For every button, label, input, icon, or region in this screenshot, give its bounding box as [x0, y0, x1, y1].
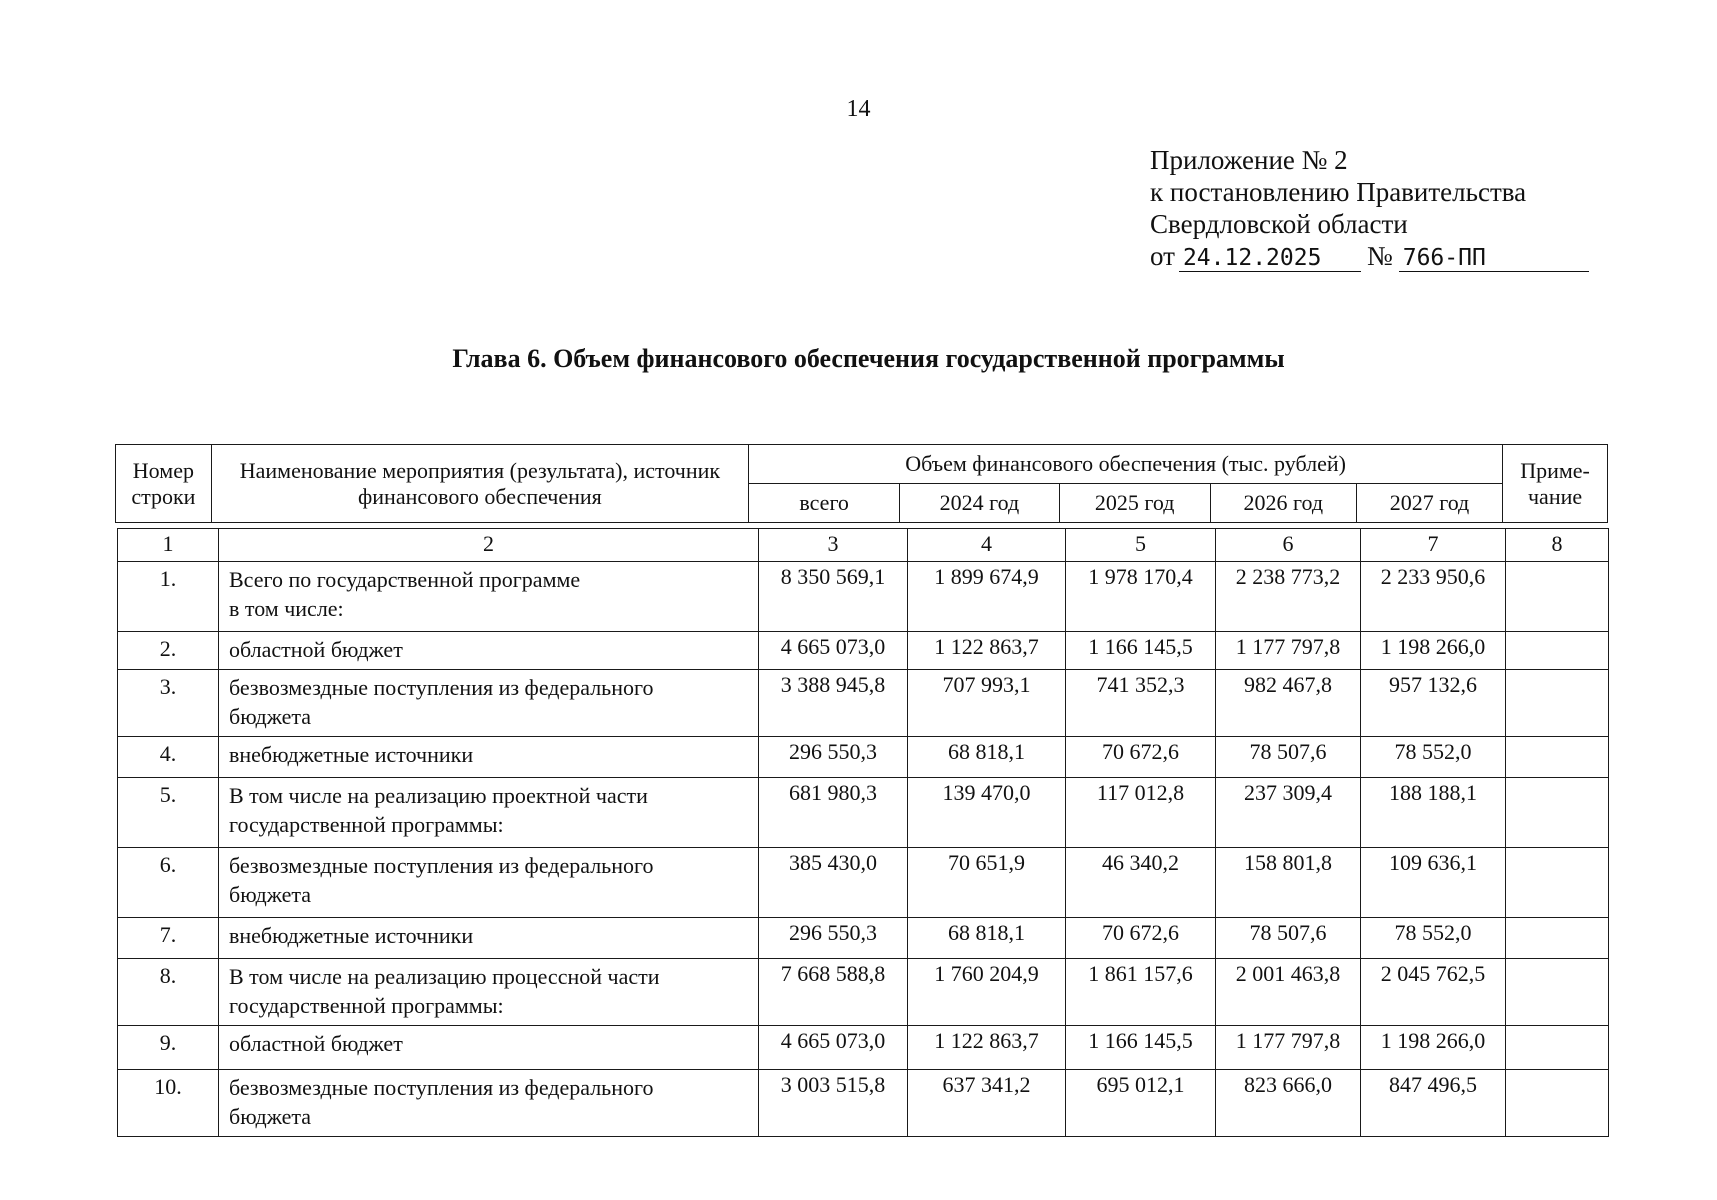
table-row [118, 959, 1609, 1026]
year-2025-cell: 1 978 170,4 [1066, 562, 1216, 632]
year-2025-cell: 741 352,3 [1066, 670, 1216, 737]
row-name-line-1: Всего по государственной программе [229, 567, 581, 592]
row-name-cell [219, 670, 759, 737]
year-2025-cell: 1 861 157,6 [1066, 959, 1216, 1026]
row-name-line-1: В том числе на реализацию проектной части [229, 783, 648, 808]
number-field: 766-ПП [1399, 245, 1589, 272]
year-2026-cell: 78 507,6 [1216, 918, 1361, 959]
year-2027-cell: 1 198 266,0 [1361, 632, 1506, 670]
table-row [118, 737, 1609, 778]
row-name-cell [219, 1070, 759, 1137]
row-number-cell: 4. [118, 737, 219, 778]
appendix-date-line [1150, 240, 1589, 272]
row-number-cell: 9. [118, 1026, 219, 1070]
year-2027-cell: 78 552,0 [1361, 918, 1506, 959]
table-row [118, 1026, 1609, 1070]
table-row [118, 632, 1609, 670]
year-2024-cell: 1 122 863,7 [908, 1026, 1066, 1070]
row-name-line-1: областной бюджет [229, 637, 403, 662]
appendix-block [1150, 144, 1589, 272]
year-2025-cell: 695 012,1 [1066, 1070, 1216, 1137]
column-index-cell: 5 [1066, 529, 1216, 562]
column-index-cell: 3 [759, 529, 908, 562]
header-row-number: Номер строки [116, 445, 212, 523]
appendix-line-1: Приложение № 2 [1150, 145, 1348, 175]
row-number-cell: 7. [118, 918, 219, 959]
header-year-2026: 2026 год [1210, 484, 1356, 523]
column-index-cell: 1 [118, 529, 219, 562]
total-cell: 296 550,3 [759, 918, 908, 959]
total-cell: 3 003 515,8 [759, 1070, 908, 1137]
year-2026-cell: 823 666,0 [1216, 1070, 1361, 1137]
table-row [118, 918, 1609, 959]
year-2025-cell: 46 340,2 [1066, 848, 1216, 918]
row-number-cell: 8. [118, 959, 219, 1026]
note-cell [1506, 918, 1609, 959]
date-field: 24.12.2025 [1179, 245, 1361, 272]
row-name-cell [219, 737, 759, 778]
year-2025-cell: 70 672,6 [1066, 918, 1216, 959]
note-cell [1506, 959, 1609, 1026]
row-number-cell: 1. [118, 562, 219, 632]
row-name-cell [219, 918, 759, 959]
total-cell: 4 665 073,0 [759, 632, 908, 670]
year-2024-cell: 1 122 863,7 [908, 632, 1066, 670]
total-cell: 385 430,0 [759, 848, 908, 918]
note-cell [1506, 737, 1609, 778]
appendix-line-2: к постановлению Правительства [1150, 177, 1527, 207]
table-row [118, 670, 1609, 737]
row-number-cell: 3. [118, 670, 219, 737]
chapter-title: Глава 6. Объем финансового обеспечения государственной программы [452, 344, 1285, 373]
note-cell [1506, 670, 1609, 737]
header-total: всего [749, 484, 900, 523]
header-note: Приме-чание [1503, 445, 1608, 523]
row-name-cell [219, 562, 759, 632]
year-2026-cell: 982 467,8 [1216, 670, 1361, 737]
year-2024-cell: 637 341,2 [908, 1070, 1066, 1137]
year-2027-cell: 2 045 762,5 [1361, 959, 1506, 1026]
total-cell: 296 550,3 [759, 737, 908, 778]
row-name-cell [219, 848, 759, 918]
year-2025-cell: 117 012,8 [1066, 778, 1216, 848]
row-name-line-2: бюджета [229, 704, 312, 729]
row-number-cell: 10. [118, 1070, 219, 1137]
row-name-line-2: в том числе: [229, 596, 344, 621]
year-2024-cell: 707 993,1 [908, 670, 1066, 737]
year-2024-cell: 139 470,0 [908, 778, 1066, 848]
column-index-cell: 7 [1361, 529, 1506, 562]
row-number-cell: 6. [118, 848, 219, 918]
note-cell [1506, 562, 1609, 632]
year-2026-cell: 158 801,8 [1216, 848, 1361, 918]
year-2026-cell: 2 001 463,8 [1216, 959, 1361, 1026]
table-row [118, 848, 1609, 918]
row-number-cell: 5. [118, 778, 219, 848]
row-name-line-1: внебюджетные источники [229, 742, 474, 767]
total-cell: 7 668 588,8 [759, 959, 908, 1026]
row-name-line-1: областной бюджет [229, 1031, 403, 1056]
year-2027-cell: 109 636,1 [1361, 848, 1506, 918]
row-name-line-1: безвозмездные поступления из федерального [229, 1075, 654, 1100]
number-prefix: № [1366, 241, 1393, 271]
row-name-line-2: государственной программы: [229, 993, 504, 1018]
year-2025-cell: 1 166 145,5 [1066, 632, 1216, 670]
row-name-line-1: внебюджетные источники [229, 923, 474, 948]
year-2026-cell: 237 309,4 [1216, 778, 1361, 848]
year-2027-cell: 957 132,6 [1361, 670, 1506, 737]
year-2026-cell: 1 177 797,8 [1216, 1026, 1361, 1070]
year-2026-cell: 78 507,6 [1216, 737, 1361, 778]
note-cell [1506, 848, 1609, 918]
appendix-line-3: Свердловской области [1150, 209, 1408, 239]
row-name-line-1: В том числе на реализацию процессной части [229, 964, 660, 989]
row-name-cell [219, 959, 759, 1026]
year-2026-cell: 1 177 797,8 [1216, 632, 1361, 670]
header-year-2025: 2025 год [1059, 484, 1210, 523]
year-2027-cell: 2 233 950,6 [1361, 562, 1506, 632]
column-index-row [118, 529, 1609, 562]
row-name-line-2: государственной программы: [229, 812, 504, 837]
row-name-cell [219, 778, 759, 848]
column-index-cell: 2 [219, 529, 759, 562]
header-volume: Объем финансового обеспечения (тыс. рублей) [749, 445, 1503, 484]
row-name-line-1: безвозмездные поступления из федерального [229, 675, 654, 700]
note-cell [1506, 1026, 1609, 1070]
year-2026-cell: 2 238 773,2 [1216, 562, 1361, 632]
year-2027-cell: 1 198 266,0 [1361, 1026, 1506, 1070]
note-cell [1506, 778, 1609, 848]
row-name-line-2: бюджета [229, 1104, 312, 1129]
note-cell [1506, 632, 1609, 670]
note-cell [1506, 1070, 1609, 1137]
year-2025-cell: 70 672,6 [1066, 737, 1216, 778]
header-year-2027: 2027 год [1356, 484, 1502, 523]
row-name-line-2: бюджета [229, 882, 312, 907]
year-2024-cell: 70 651,9 [908, 848, 1066, 918]
year-2027-cell: 78 552,0 [1361, 737, 1506, 778]
header-name: Наименование мероприятия (результата), источник финансового обеспечения [211, 445, 748, 523]
year-2027-cell: 188 188,1 [1361, 778, 1506, 848]
total-cell: 8 350 569,1 [759, 562, 908, 632]
table-row [118, 562, 1609, 632]
column-index-cell: 6 [1216, 529, 1361, 562]
header-year-2024: 2024 год [900, 484, 1059, 523]
table-row [118, 1070, 1609, 1137]
year-2024-cell: 1 760 204,9 [908, 959, 1066, 1026]
table-header [115, 444, 1608, 523]
financing-table [117, 528, 1609, 1137]
row-number-cell: 2. [118, 632, 219, 670]
total-cell: 4 665 073,0 [759, 1026, 908, 1070]
year-2025-cell: 1 166 145,5 [1066, 1026, 1216, 1070]
date-prefix: от [1150, 241, 1175, 271]
table-row [118, 778, 1609, 848]
total-cell: 681 980,3 [759, 778, 908, 848]
column-index-cell: 4 [908, 529, 1066, 562]
total-cell: 3 388 945,8 [759, 670, 908, 737]
row-name-line-1: безвозмездные поступления из федерального [229, 853, 654, 878]
year-2024-cell: 68 818,1 [908, 918, 1066, 959]
year-2024-cell: 1 899 674,9 [908, 562, 1066, 632]
year-2027-cell: 847 496,5 [1361, 1070, 1506, 1137]
column-index-cell: 8 [1506, 529, 1609, 562]
year-2024-cell: 68 818,1 [908, 737, 1066, 778]
page-number: 14 [846, 96, 871, 122]
row-name-cell [219, 632, 759, 670]
row-name-cell [219, 1026, 759, 1070]
